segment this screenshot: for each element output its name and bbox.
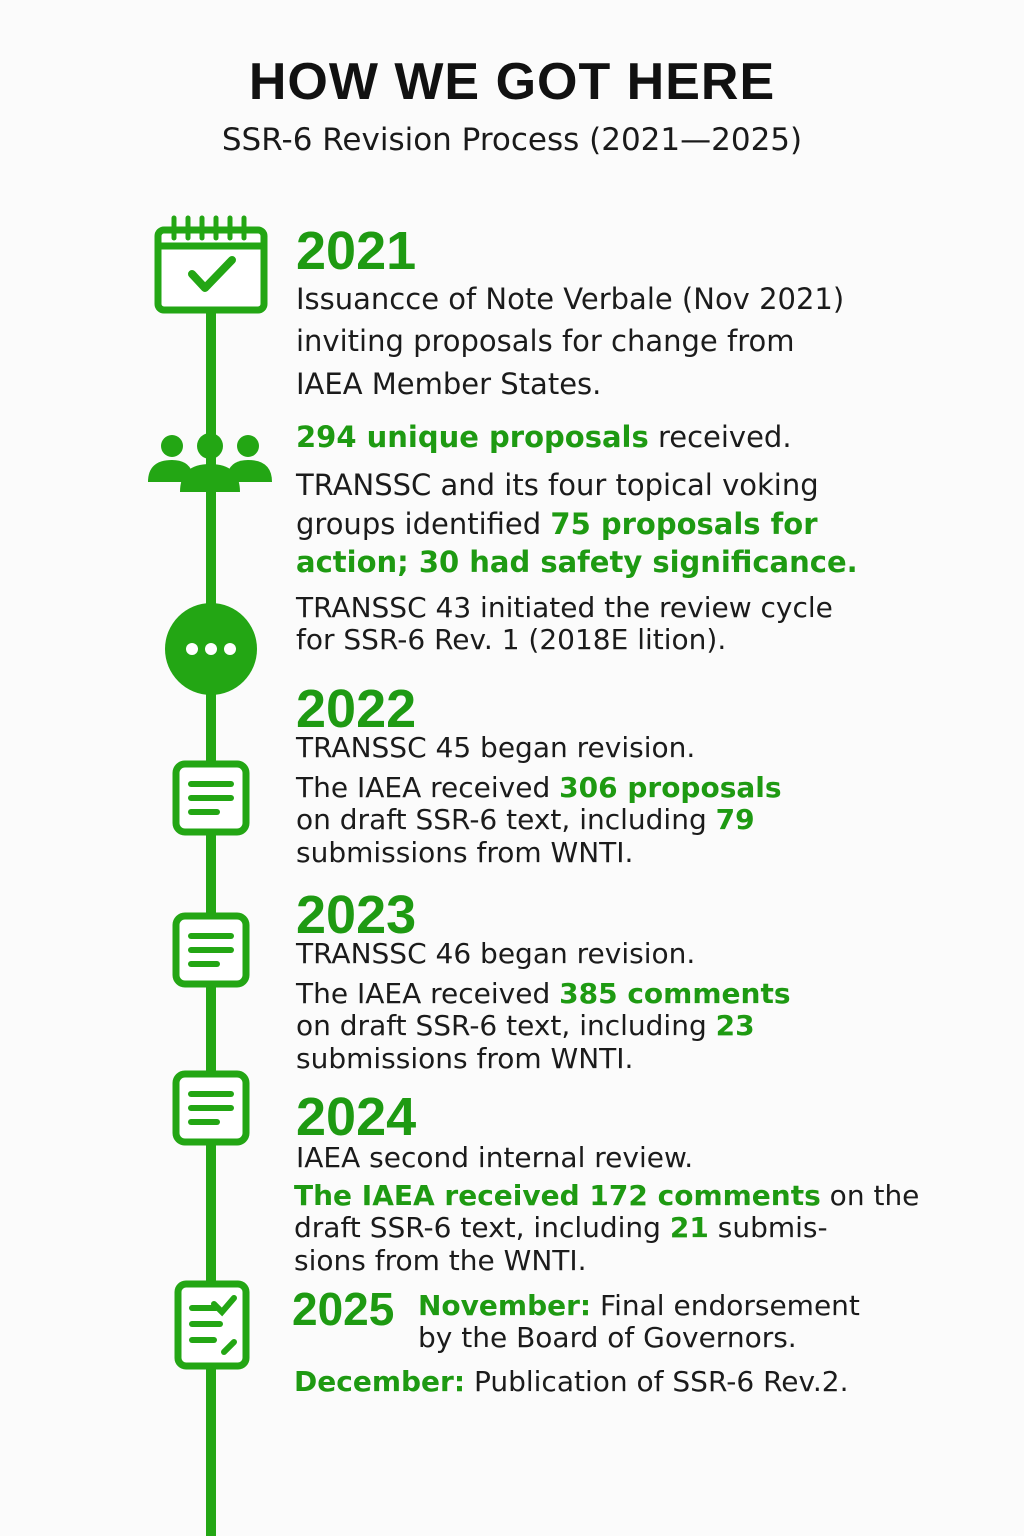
year-2023: 2023 — [296, 885, 417, 945]
text-2025-november: November: Final endorsement by the Board of Governors. — [418, 1289, 860, 1355]
document-lines-icon — [172, 912, 250, 988]
page-subtitle: SSR-6 Revision Process (2021—2025) — [221, 122, 803, 158]
calendar-check-icon — [154, 214, 268, 314]
people-group-icon — [144, 430, 276, 494]
document-sign-icon — [174, 1280, 250, 1370]
chat-dots-icon — [162, 602, 260, 698]
text-2021-review: TRANSSC 43 initiated the review cycle for SSR-6 Rev. 1 (2018E lition). — [296, 591, 833, 657]
text-2021-intro: Issuancce of Note Verbale (Nov 2021) inviting proposals for change from IAEA Member States. — [296, 282, 845, 401]
year-2022: 2022 — [296, 679, 417, 739]
text-2024-detail: The IAEA received 172 comments on the draft SSR-6 text, including 21 submis- sions from the WNTI. — [294, 1179, 920, 1277]
year-2025: 2025 — [292, 1283, 395, 1335]
text-2022-detail: The IAEA received 306 proposals on draft SSR-6 text, including 79 submissions from WNTI. — [296, 771, 782, 869]
year-2021: 2021 — [296, 221, 417, 281]
text-2021-received: 294 unique proposals received. — [296, 420, 792, 454]
text-2023-line1: TRANSSC 46 began revision. — [296, 937, 696, 970]
document-lines-icon — [172, 760, 250, 836]
text-2022-line1: TRANSSC 45 began revision. — [296, 731, 696, 764]
page-title: HOW WE GOT HERE — [248, 53, 776, 111]
document-lines-icon — [172, 1070, 250, 1146]
text-2024-line1: IAEA second internal review. — [296, 1141, 694, 1174]
text-2025-december: December: Publication of SSR-6 Rev.2. — [294, 1365, 849, 1398]
text-2021-transsc: TRANSSC and its four topical voking groups identified 75 proposals for action; 30 had safety significance. — [296, 468, 858, 580]
text-2023-detail: The IAEA received 385 comments on draft SSR-6 text, including 23 submissions from WNTI. — [296, 977, 791, 1075]
year-2024: 2024 — [296, 1087, 417, 1147]
